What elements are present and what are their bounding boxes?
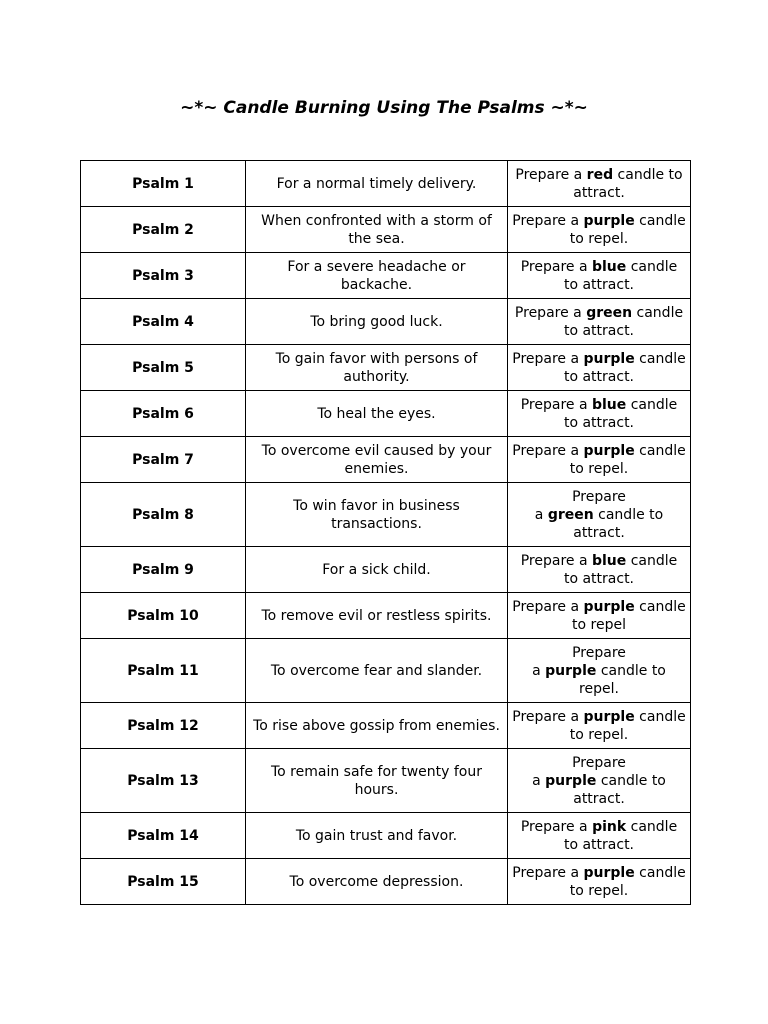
table-row <box>81 639 691 703</box>
psalm-number-cell: Psalm 14 <box>81 813 246 859</box>
table-row <box>81 253 691 299</box>
psalm-number-cell: Psalm 9 <box>81 547 246 593</box>
instruction-suffix: candle to attract. <box>573 506 664 541</box>
instruction-suffix: candle to repel. <box>579 662 666 697</box>
psalm-number-cell: Psalm 5 <box>81 345 246 391</box>
instruction-prefix: Prepare a <box>520 818 593 835</box>
purpose-cell: For a severe headache or backache. <box>246 253 508 299</box>
purpose-cell: To rise above gossip from enemies. <box>246 703 508 749</box>
table-row <box>81 391 691 437</box>
instruction-suffix: candle to attract. <box>563 258 678 293</box>
candle-color: purple <box>545 662 597 679</box>
candle-color: purple <box>583 212 635 229</box>
instruction-prefix-continued: a <box>534 506 548 523</box>
candle-color: blue <box>591 552 627 569</box>
table-row <box>81 593 691 639</box>
psalm-number-cell: Psalm 8 <box>81 483 246 547</box>
purpose-cell: For a sick child. <box>246 547 508 593</box>
table-row <box>81 859 691 905</box>
candle-instruction-cell <box>508 253 691 299</box>
table-row <box>81 483 691 547</box>
psalm-number-cell: Psalm 13 <box>81 749 246 813</box>
instruction-prefix: Prepare a <box>514 304 587 321</box>
candle-color: pink <box>592 818 627 835</box>
psalm-number-cell: Psalm 3 <box>81 253 246 299</box>
candle-instruction-cell <box>508 547 691 593</box>
purpose-cell: To bring good luck. <box>246 299 508 345</box>
instruction-prefix-continued: a <box>532 772 546 789</box>
instruction-prefix: Prepare a <box>520 552 592 569</box>
instruction-prefix: Prepare <box>572 488 626 505</box>
purpose-cell: To heal the eyes. <box>246 391 508 437</box>
candle-instruction-cell <box>508 703 691 749</box>
table-row <box>81 161 691 207</box>
psalm-number-cell: Psalm 2 <box>81 207 246 253</box>
table-row <box>81 813 691 859</box>
candle-instruction-cell <box>508 299 691 345</box>
candle-color: blue <box>591 258 627 275</box>
candle-instruction-cell <box>508 391 691 437</box>
instruction-prefix: Prepare a <box>512 442 584 459</box>
candle-instruction-cell <box>508 593 691 639</box>
psalm-number-cell: Psalm 6 <box>81 391 246 437</box>
candle-instruction-cell <box>508 207 691 253</box>
purpose-cell: To gain trust and favor. <box>246 813 508 859</box>
purpose-cell: To overcome evil caused by your enemies. <box>246 437 508 483</box>
candle-color: purple <box>583 864 635 881</box>
candle-color: purple <box>583 442 635 459</box>
purpose-cell: When confronted with a storm of the sea. <box>246 207 508 253</box>
psalm-number-cell: Psalm 10 <box>81 593 246 639</box>
psalm-number-cell: Psalm 7 <box>81 437 246 483</box>
instruction-suffix: candle to attract. <box>563 304 684 339</box>
instruction-suffix: candle to repel <box>572 598 686 633</box>
candle-instruction-cell <box>508 859 691 905</box>
instruction-prefix: Prepare a <box>512 212 584 229</box>
instruction-prefix-continued: a <box>532 662 546 679</box>
instruction-suffix: candle to attract. <box>563 818 678 853</box>
instruction-prefix: Prepare <box>572 754 626 771</box>
psalm-number-cell: Psalm 1 <box>81 161 246 207</box>
purpose-cell: For a normal timely delivery. <box>246 161 508 207</box>
table-row <box>81 749 691 813</box>
psalm-number-cell: Psalm 4 <box>81 299 246 345</box>
instruction-suffix: candle to attract. <box>563 350 686 385</box>
instruction-prefix: Prepare <box>572 644 626 661</box>
candle-instruction-cell <box>508 639 691 703</box>
table-row <box>81 547 691 593</box>
candle-color: red <box>586 166 614 183</box>
instruction-suffix: candle to repel. <box>569 212 686 247</box>
candle-color: purple <box>545 772 597 789</box>
page-title: ~*~ Candle Burning Using The Psalms ~*~ <box>180 98 588 118</box>
instruction-suffix: candle to attract. <box>563 396 678 431</box>
candle-color: green <box>586 304 633 321</box>
table-row <box>81 207 691 253</box>
purpose-cell: To gain favor with persons of authority. <box>246 345 508 391</box>
instruction-prefix: Prepare a <box>512 708 584 725</box>
candle-instruction-cell <box>508 161 691 207</box>
instruction-prefix: Prepare a <box>512 598 584 615</box>
purpose-cell: To remain safe for twenty four hours. <box>246 749 508 813</box>
instruction-suffix: candle to attract. <box>573 166 683 201</box>
instruction-suffix: candle to repel. <box>569 864 686 899</box>
candle-color: purple <box>583 598 635 615</box>
instruction-suffix: candle to repel. <box>569 708 686 743</box>
candle-instruction-cell <box>508 483 691 547</box>
candle-color: blue <box>591 396 627 413</box>
psalm-number-cell: Psalm 12 <box>81 703 246 749</box>
purpose-cell: To remove evil or restless spirits. <box>246 593 508 639</box>
instruction-prefix: Prepare a <box>512 350 584 367</box>
table-row <box>81 345 691 391</box>
instruction-prefix: Prepare a <box>515 166 587 183</box>
table-row <box>81 703 691 749</box>
psalms-table <box>80 160 691 905</box>
instruction-suffix: candle to repel. <box>569 442 686 477</box>
psalm-number-cell: Psalm 11 <box>81 639 246 703</box>
instruction-suffix: candle to attract. <box>573 772 666 807</box>
candle-color: purple <box>583 708 635 725</box>
psalm-number-cell: Psalm 15 <box>81 859 246 905</box>
candle-color: green <box>547 506 594 523</box>
instruction-prefix: Prepare a <box>520 258 592 275</box>
table-row <box>81 299 691 345</box>
candle-instruction-cell <box>508 813 691 859</box>
purpose-cell: To overcome depression. <box>246 859 508 905</box>
purpose-cell: To overcome fear and slander. <box>246 639 508 703</box>
candle-instruction-cell <box>508 345 691 391</box>
instruction-prefix: Prepare a <box>512 864 584 881</box>
candle-instruction-cell <box>508 437 691 483</box>
psalms-table-body <box>81 161 691 905</box>
instruction-suffix: candle to attract. <box>563 552 678 587</box>
purpose-cell: To win favor in business transactions. <box>246 483 508 547</box>
candle-instruction-cell <box>508 749 691 813</box>
table-row <box>81 437 691 483</box>
instruction-prefix: Prepare a <box>520 396 592 413</box>
candle-color: purple <box>583 350 635 367</box>
